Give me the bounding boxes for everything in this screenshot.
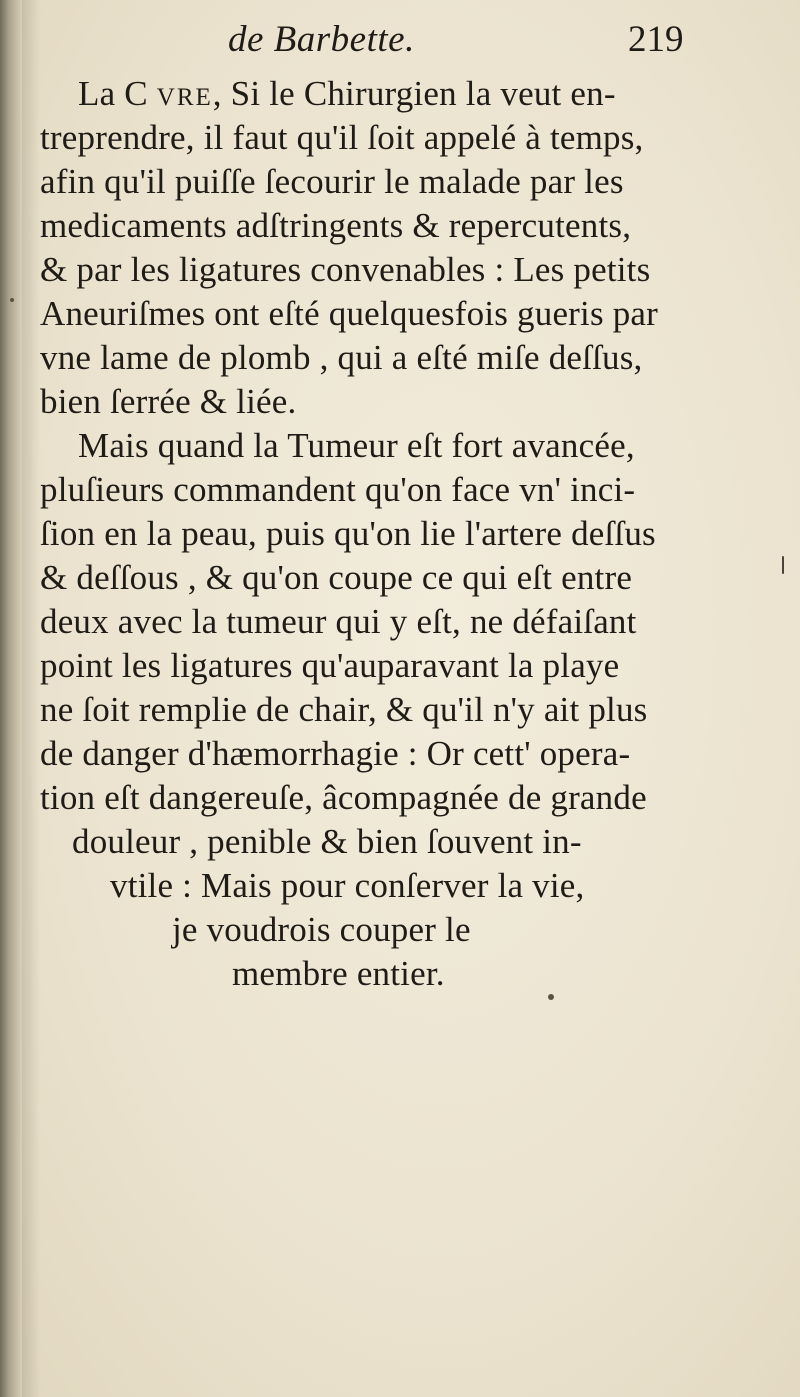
text-line: medicaments adſtringents & repercutents, — [40, 206, 632, 245]
page-gutter — [0, 0, 22, 1397]
text-line: & par les ligatures convenables : Les petits — [40, 250, 651, 289]
text-line: treprendre, il faut qu'il ſoit appelé à temps, — [40, 118, 644, 157]
paper-speck — [548, 994, 554, 1000]
paper-speck — [782, 556, 784, 574]
text-line: afin qu'il puiſſe ſecourir le malade par les — [40, 162, 624, 201]
opening-prefix: La C — [78, 74, 148, 113]
page-number: 219 — [628, 19, 684, 60]
text-line: Mais quand la Tumeur eſt fort avancée, — [78, 426, 635, 465]
text-line: Aneuriſmes ont eſté quelquesfois gueris par — [40, 294, 659, 333]
text-line: je voudrois couper le — [172, 910, 471, 949]
text-line: deux avec la tumeur qui y eſt, ne défaiſant — [40, 602, 637, 641]
gutter-shadow — [22, 0, 40, 1397]
text-line: point les ligatures qu'auparavant la playe — [40, 646, 620, 685]
text-line — [78, 72, 616, 116]
text-line: vne lame de plomb , qui a eſté miſe deſſus, — [40, 338, 643, 377]
opening-rest: , Si le Chirurgien la veut en- — [212, 74, 616, 113]
text-line: ſion en la peau, puis qu'on lie l'artere deſſus — [40, 514, 656, 553]
text-line: bien ſerrée & liée. — [40, 382, 297, 421]
text-line: ne ſoit remplie de chair, & qu'il n'y ait plus — [40, 690, 648, 729]
text-line: pluſieurs commandent qu'on face vn' inci- — [40, 470, 636, 509]
opening-smallcaps: vre — [156, 74, 213, 113]
text-line: & deſſous , & qu'on coupe ce qui eſt entre — [40, 558, 633, 597]
running-head: de Barbette. — [228, 19, 415, 60]
text-line: tion eſt dangereuſe, âcompagnée de grande — [40, 778, 647, 817]
text-line: membre entier. — [232, 954, 445, 993]
text-line: de danger d'hæmorrhagie : Or cett' opera- — [40, 734, 631, 773]
text-line: vtile : Mais pour conſerver la vie, — [110, 866, 585, 905]
text-line: douleur , penible & bien ſouvent in- — [72, 822, 582, 861]
paper-speck — [10, 298, 14, 302]
